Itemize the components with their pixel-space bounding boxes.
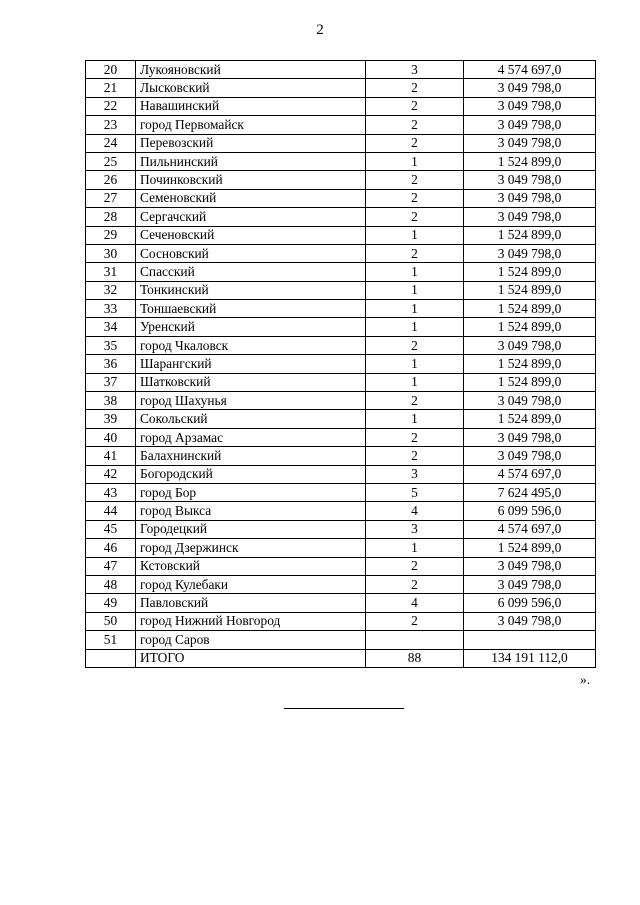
separator-line — [284, 708, 404, 709]
district-name-cell: Кстовский — [136, 557, 366, 575]
row-number-cell: 24 — [86, 134, 136, 152]
table-row — [86, 373, 596, 391]
table-row — [86, 520, 596, 538]
table-row — [86, 171, 596, 189]
table-row — [86, 539, 596, 557]
amount-cell: 3 049 798,0 — [464, 116, 596, 134]
table-row — [86, 281, 596, 299]
count-cell: 88 — [366, 649, 464, 667]
row-number-cell: 30 — [86, 244, 136, 262]
amount-cell: 3 049 798,0 — [464, 244, 596, 262]
count-cell: 3 — [366, 465, 464, 483]
amount-cell: 3 049 798,0 — [464, 97, 596, 115]
amount-cell: 1 524 899,0 — [464, 226, 596, 244]
table-row — [86, 594, 596, 612]
district-name-cell: Лысковский — [136, 79, 366, 97]
district-name-cell: ИТОГО — [136, 649, 366, 667]
row-number-cell: 37 — [86, 373, 136, 391]
amount-cell: 4 574 697,0 — [464, 465, 596, 483]
district-name-cell: Лукояновский — [136, 61, 366, 79]
amount-cell: 1 524 899,0 — [464, 410, 596, 428]
row-number-cell: 50 — [86, 612, 136, 630]
amount-cell: 3 049 798,0 — [464, 392, 596, 410]
row-number-cell: 32 — [86, 281, 136, 299]
amount-cell: 6 099 596,0 — [464, 502, 596, 520]
count-cell: 1 — [366, 281, 464, 299]
row-number-cell: 46 — [86, 539, 136, 557]
district-name-cell: город Кулебаки — [136, 575, 366, 593]
count-cell: 4 — [366, 594, 464, 612]
count-cell — [366, 631, 464, 649]
row-number-cell: 40 — [86, 428, 136, 446]
count-cell: 2 — [366, 189, 464, 207]
row-number-cell — [86, 649, 136, 667]
district-name-cell: Сеченовский — [136, 226, 366, 244]
amount-cell: 3 049 798,0 — [464, 557, 596, 575]
district-name-cell: город Нижний Новгород — [136, 612, 366, 630]
row-number-cell: 45 — [86, 520, 136, 538]
table-row — [86, 134, 596, 152]
amount-cell: 1 524 899,0 — [464, 318, 596, 336]
amount-cell: 3 049 798,0 — [464, 134, 596, 152]
district-name-cell: Тонкинский — [136, 281, 366, 299]
row-number-cell: 27 — [86, 189, 136, 207]
count-cell: 1 — [366, 355, 464, 373]
district-name-cell: город Шахунья — [136, 392, 366, 410]
district-name-cell: Сосновский — [136, 244, 366, 262]
table-row — [86, 447, 596, 465]
count-cell: 2 — [366, 244, 464, 262]
row-number-cell: 20 — [86, 61, 136, 79]
row-number-cell: 47 — [86, 557, 136, 575]
count-cell: 3 — [366, 520, 464, 538]
table-row — [86, 97, 596, 115]
amount-cell: 3 049 798,0 — [464, 189, 596, 207]
amount-cell: 3 049 798,0 — [464, 208, 596, 226]
table-row — [86, 61, 596, 79]
amount-cell: 1 524 899,0 — [464, 539, 596, 557]
district-name-cell: Шатковский — [136, 373, 366, 391]
row-number-cell: 43 — [86, 483, 136, 501]
table-row — [86, 263, 596, 281]
district-name-cell: Перевозский — [136, 134, 366, 152]
table-row — [86, 116, 596, 134]
table-row — [86, 244, 596, 262]
district-name-cell: город Дзержинск — [136, 539, 366, 557]
row-number-cell: 21 — [86, 79, 136, 97]
amount-cell: 3 049 798,0 — [464, 612, 596, 630]
district-name-cell: Спасский — [136, 263, 366, 281]
closing-quote-mark: ». — [580, 672, 591, 687]
district-name-cell: Богородский — [136, 465, 366, 483]
count-cell: 5 — [366, 483, 464, 501]
district-name-cell: Шарангский — [136, 355, 366, 373]
count-cell: 1 — [366, 410, 464, 428]
amount-cell: 3 049 798,0 — [464, 336, 596, 354]
count-cell: 3 — [366, 61, 464, 79]
district-name-cell: Уренский — [136, 318, 366, 336]
row-number-cell: 25 — [86, 152, 136, 170]
row-number-cell: 29 — [86, 226, 136, 244]
amount-cell: 1 524 899,0 — [464, 263, 596, 281]
row-number-cell: 39 — [86, 410, 136, 428]
table-row — [86, 318, 596, 336]
row-number-cell: 41 — [86, 447, 136, 465]
amount-cell: 3 049 798,0 — [464, 171, 596, 189]
count-cell: 1 — [366, 226, 464, 244]
row-number-cell: 28 — [86, 208, 136, 226]
count-cell: 1 — [366, 373, 464, 391]
table-row — [86, 410, 596, 428]
district-name-cell: Починковский — [136, 171, 366, 189]
amount-cell: 1 524 899,0 — [464, 281, 596, 299]
count-cell: 1 — [366, 152, 464, 170]
district-name-cell: город Первомайск — [136, 116, 366, 134]
district-name-cell: Навашинский — [136, 97, 366, 115]
district-name-cell: Пильнинский — [136, 152, 366, 170]
row-number-cell: 23 — [86, 116, 136, 134]
count-cell: 2 — [366, 208, 464, 226]
district-name-cell: Сергачский — [136, 208, 366, 226]
table-row — [86, 226, 596, 244]
table-row — [86, 465, 596, 483]
total-row — [86, 649, 596, 667]
row-number-cell: 51 — [86, 631, 136, 649]
row-number-cell: 26 — [86, 171, 136, 189]
district-name-cell: Сокольский — [136, 410, 366, 428]
count-cell: 2 — [366, 557, 464, 575]
district-name-cell: Балахнинский — [136, 447, 366, 465]
row-number-cell: 36 — [86, 355, 136, 373]
count-cell: 2 — [366, 392, 464, 410]
amount-cell: 1 524 899,0 — [464, 355, 596, 373]
count-cell: 2 — [366, 116, 464, 134]
count-cell: 2 — [366, 575, 464, 593]
row-number-cell: 33 — [86, 300, 136, 318]
district-name-cell: город Арзамас — [136, 428, 366, 446]
amount-cell: 3 049 798,0 — [464, 447, 596, 465]
row-number-cell: 42 — [86, 465, 136, 483]
count-cell: 2 — [366, 447, 464, 465]
district-name-cell: город Выкса — [136, 502, 366, 520]
district-name-cell: Тоншаевский — [136, 300, 366, 318]
amount-cell: 3 049 798,0 — [464, 79, 596, 97]
amount-cell: 1 524 899,0 — [464, 373, 596, 391]
district-name-cell: Семеновский — [136, 189, 366, 207]
table-row — [86, 392, 596, 410]
table-row — [86, 612, 596, 630]
table-row — [86, 300, 596, 318]
table-row — [86, 631, 596, 649]
count-cell: 2 — [366, 134, 464, 152]
row-number-cell: 34 — [86, 318, 136, 336]
row-number-cell: 48 — [86, 575, 136, 593]
table-row — [86, 336, 596, 354]
count-cell: 2 — [366, 336, 464, 354]
count-cell: 2 — [366, 428, 464, 446]
district-name-cell: город Саров — [136, 631, 366, 649]
count-cell: 4 — [366, 502, 464, 520]
amount-cell: 1 524 899,0 — [464, 300, 596, 318]
amount-cell — [464, 631, 596, 649]
amount-cell: 1 524 899,0 — [464, 152, 596, 170]
district-name-cell: Павловский — [136, 594, 366, 612]
count-cell: 1 — [366, 539, 464, 557]
amount-cell: 3 049 798,0 — [464, 575, 596, 593]
table-row — [86, 152, 596, 170]
table-row — [86, 483, 596, 501]
count-cell: 2 — [366, 612, 464, 630]
amount-cell: 4 574 697,0 — [464, 61, 596, 79]
count-cell: 1 — [366, 263, 464, 281]
table-row — [86, 355, 596, 373]
table-row — [86, 208, 596, 226]
table-body — [86, 61, 596, 668]
row-number-cell: 49 — [86, 594, 136, 612]
table-row — [86, 189, 596, 207]
amount-cell: 4 574 697,0 — [464, 520, 596, 538]
row-number-cell: 35 — [86, 336, 136, 354]
count-cell: 1 — [366, 300, 464, 318]
row-number-cell: 38 — [86, 392, 136, 410]
table-row — [86, 428, 596, 446]
amount-cell: 3 049 798,0 — [464, 428, 596, 446]
amount-cell: 7 624 495,0 — [464, 483, 596, 501]
page-number: 2 — [316, 22, 324, 38]
count-cell: 2 — [366, 171, 464, 189]
row-number-cell: 44 — [86, 502, 136, 520]
amount-cell: 6 099 596,0 — [464, 594, 596, 612]
district-name-cell: Городецкий — [136, 520, 366, 538]
amount-cell: 134 191 112,0 — [464, 649, 596, 667]
count-cell: 2 — [366, 97, 464, 115]
table-row — [86, 79, 596, 97]
table-row — [86, 557, 596, 575]
row-number-cell: 22 — [86, 97, 136, 115]
district-name-cell: город Чкаловск — [136, 336, 366, 354]
distribution-table — [85, 60, 596, 668]
district-name-cell: город Бор — [136, 483, 366, 501]
table-row — [86, 502, 596, 520]
count-cell: 2 — [366, 79, 464, 97]
count-cell: 1 — [366, 318, 464, 336]
row-number-cell: 31 — [86, 263, 136, 281]
table-row — [86, 575, 596, 593]
